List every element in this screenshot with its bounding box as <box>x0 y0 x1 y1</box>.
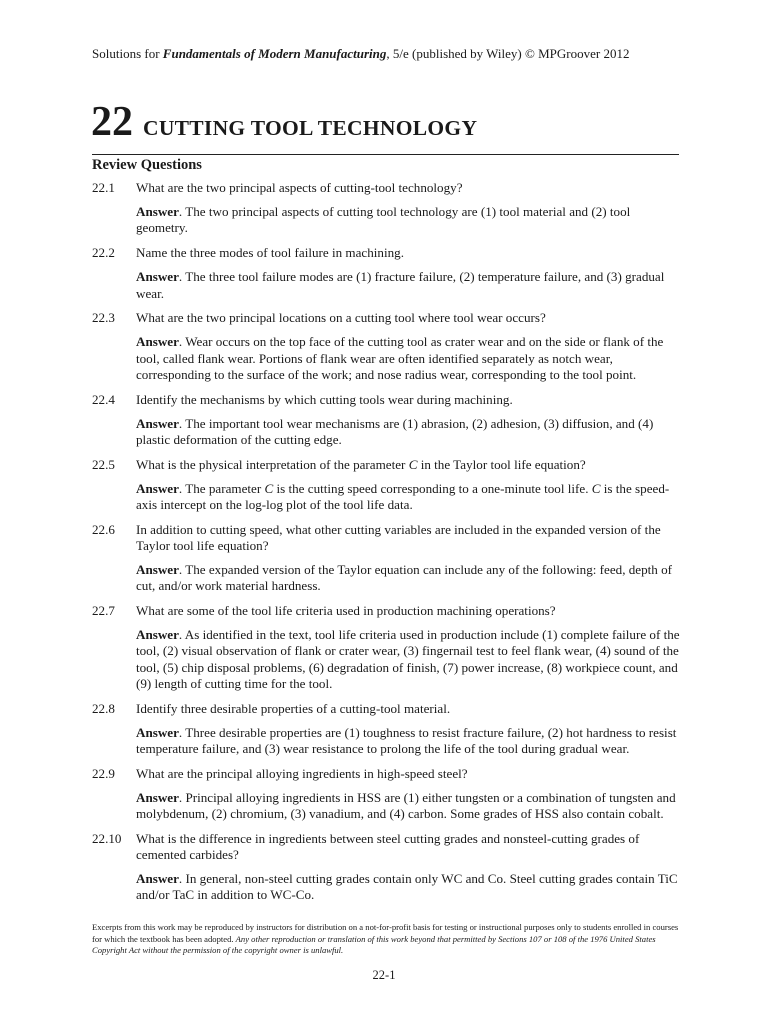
answer-text: . The important tool wear mechanisms are (1) abrasion, (2) adhesion, (3) diffusion, and (4) plastic deformation of the cutting edge. <box>136 415 654 447</box>
answer-label: Answer <box>136 871 179 887</box>
question-number: 22.6 <box>92 521 115 537</box>
question-text: What are the two principal aspects of cutting-tool technology? <box>136 180 463 195</box>
answer-label: Answer <box>136 204 179 220</box>
answer-text: . The three tool failure modes are (1) fracture failure, (2) temperature failure, and (3) gradual wear. <box>136 269 665 301</box>
question-number: 22.3 <box>92 310 115 326</box>
question-text: What are the two principal locations on a cutting tool where tool wear occurs? <box>136 310 546 326</box>
answer-text: . Principal alloying ingredients in HSS are (1) either tungsten or a combination of tungsten and molybdenum, (2) chromium, (3) vanadium, and (4) carbon. Some grades of HSS also contain cobalt. <box>136 789 676 822</box>
answer-item <box>136 269 682 301</box>
chapter-title <box>91 98 681 154</box>
page-number: 22-1 <box>372 968 396 982</box>
answer-label: Answer <box>136 627 179 643</box>
question-text: What is the difference in ingredients between steel cutting grades and nonsteel-cutting grades of cemented carbides? <box>136 830 640 862</box>
answer-item <box>136 790 682 822</box>
copyright-notice-plain: Excerpts from this work may be reproduced by instructors for distribution on a not-for-profit basis for testing or instructional purposes only to students enrolled in courses for which the textbook has been adopted. <box>92 922 679 944</box>
copyright-notice-italic: Any other reproduction or translation of this work beyond that permitted by Sections 107 or 108 of the 1976 United States Copyright Act without the permission of the copyright owner is unlawful. <box>92 933 656 955</box>
question-item <box>92 831 682 863</box>
question-text: What is the physical interpretation of the parameter C in the Taylor tool life equation? <box>136 456 586 472</box>
question-number: 22.2 <box>92 245 115 261</box>
answer-text: . In general, non-steel cutting grades contain only WC and Co. Steel cutting grades contain TiC and/or TaC in addition to WC-Co. <box>136 871 678 903</box>
question-text: What are the principal alloying ingredients in high-speed steel? <box>136 765 468 781</box>
answer-item <box>136 334 682 383</box>
copyright-notice <box>92 922 682 957</box>
question-number: 22.10 <box>92 830 122 846</box>
answer-item <box>136 416 682 448</box>
question-item <box>92 180 682 196</box>
answer-text: . As identified in the text, tool life criteria used in production include (1) complete failure of the tool, (2) visual observation of flank or crater wear, (3) fingernail test to feel flank wear, (4) sound of the tool, (5) chip disposal problems, (6) degradation of finish, (7) power increase, (8) workpiece count, and (9) length of cutting time for the tool. <box>136 627 680 691</box>
question-text: Identify the mechanisms by which cutting tools wear during machining. <box>136 391 513 407</box>
question-text: Name the three modes of tool failure in machining. <box>136 245 404 261</box>
question-item <box>92 245 682 261</box>
review-questions-list <box>92 180 682 912</box>
answer-text: . The expanded version of the Taylor equation can include any of the following: feed, depth of cut, and/or work material hardness. <box>136 562 673 594</box>
running-header <box>92 46 629 62</box>
answer-item <box>136 481 682 513</box>
question-item <box>92 457 682 473</box>
answer-item <box>136 627 682 692</box>
question-item <box>92 392 682 408</box>
question-number: 22.4 <box>92 391 115 407</box>
answer-item <box>136 871 682 903</box>
question-number: 22.5 <box>92 456 115 472</box>
answer-text: . The two principal aspects of cutting tool technology are (1) tool material and (2) tool geometry. <box>136 204 631 236</box>
question-number: 22.1 <box>92 180 115 195</box>
answer-label: Answer <box>136 562 179 578</box>
answer-text: . Wear occurs on the top face of the cutting tool as crater wear and on the side or flank of the tool, called flank wear. Portions of flank wear are often identified separately as notch wear, corresponding to the surface of the work; and nose radius wear, corresponding to the tool point. <box>136 334 664 382</box>
answer-label: Answer <box>136 415 179 431</box>
answer-item <box>136 725 682 757</box>
answer-label: Answer <box>136 789 179 805</box>
question-item <box>92 701 682 717</box>
chapter-name: CUTTING TOOL TECHNOLOGY <box>143 116 478 140</box>
question-number: 22.9 <box>92 765 115 781</box>
question-text: In addition to cutting speed, what other cutting variables are included in the expanded version of the Taylor tool life equation? <box>136 521 661 553</box>
answer-label: Answer <box>136 269 179 285</box>
section-heading: Review Questions <box>92 154 679 174</box>
answer-text: . Three desirable properties are (1) toughness to resist fracture failure, (2) hot hardness to resist temperature failure, and (3) wear resistance to prolong the life of the tool during gradual wear. <box>136 724 677 756</box>
header-suffix: , 5/e (published by Wiley) © MPGroover 2012 <box>386 46 630 61</box>
question-item <box>92 310 682 326</box>
header-prefix: Solutions for <box>92 46 163 61</box>
question-item <box>92 522 682 554</box>
answer-text: . The parameter C is the cutting speed corresponding to a one-minute tool life. C is the speed-axis intercept on the log-log plot of the tool life data. <box>136 480 670 513</box>
chapter-number: 22 <box>91 99 133 145</box>
answer-item <box>136 204 682 236</box>
answer-item <box>136 562 682 594</box>
question-number: 22.8 <box>92 700 115 716</box>
answer-label: Answer <box>136 334 179 350</box>
answer-label: Answer <box>136 480 179 496</box>
question-item <box>92 603 682 619</box>
question-number: 22.7 <box>92 603 115 619</box>
question-item <box>92 766 682 782</box>
book-title: Fundamentals of Modern Manufacturing <box>162 46 387 61</box>
answer-label: Answer <box>136 724 179 740</box>
question-text: What are some of the tool life criteria used in production machining operations? <box>136 603 556 619</box>
question-text: Identify three desirable properties of a cutting-tool material. <box>136 700 451 716</box>
